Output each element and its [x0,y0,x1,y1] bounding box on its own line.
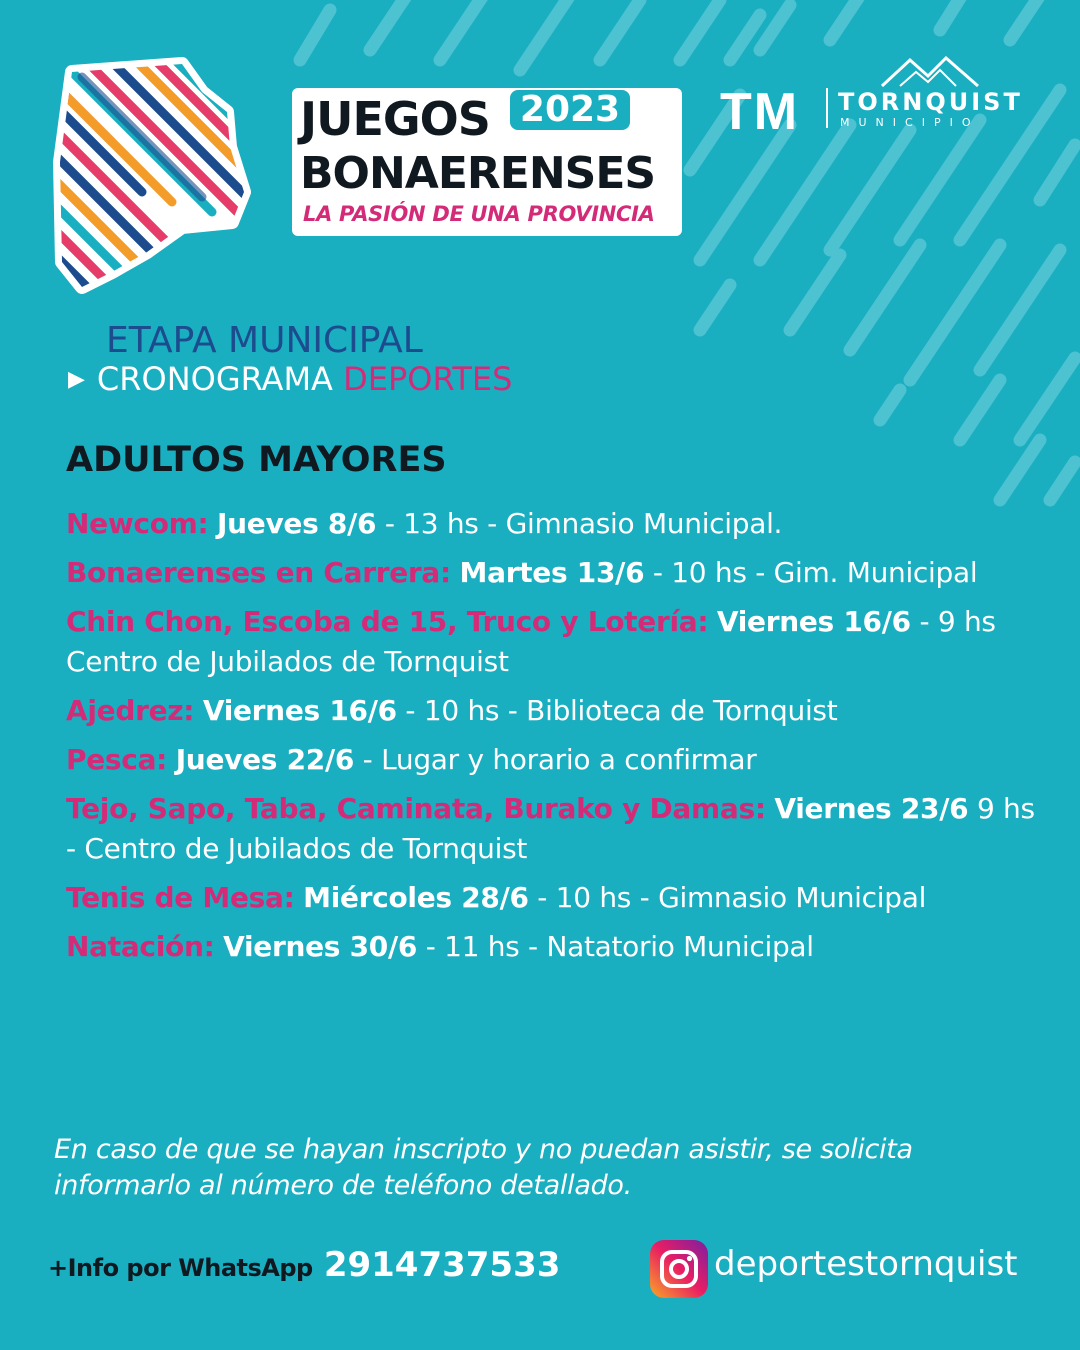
logo-bonaerenses-text: BONAERENSES [300,148,656,199]
activity-day: Viernes 16/6 [202,694,397,727]
schedule-item [66,602,1046,682]
schedule-highlight: DEPORTES [343,360,513,398]
activity-details: - 11 hs - Natatorio Municipal [417,930,814,963]
schedule-item [66,691,1046,731]
activity-day: Viernes 23/6 [774,792,969,825]
schedule-item [66,878,1046,918]
instagram-icon[interactable] [650,1240,708,1298]
activity-name: Pesca: [66,743,168,776]
activity-day: Jueves 22/6 [175,743,355,776]
activity-day: Jueves 8/6 [217,507,377,540]
activity-name: Bonaerenses en Carrera: [66,556,451,589]
whatsapp-contact [48,1245,560,1285]
logo-tagline: LA PASIÓN DE UNA PROVINCIA [303,202,655,226]
attendance-note: En caso de que se hayan inscripto y no puedan asistir, se solicita informarlo al número de teléfono detallado. [54,1134,913,1201]
municipio-subtitle: MUNICIPIO [840,116,980,129]
activity-day: Martes 13/6 [459,556,645,589]
schedule-item [66,740,1046,780]
instagram-handle[interactable]: deportestornquist [714,1244,1018,1284]
activity-day: Viernes 30/6 [223,930,418,963]
logo-juegos-text: JUEGOS [300,92,490,146]
schedule-heading [68,360,512,398]
play-triangle-icon: ▶ [68,367,85,392]
activity-details: - 9 hs Centro de Jubilados de Tornquist [66,605,996,678]
municipio-monogram: TM [720,83,800,141]
schedule-list [66,504,1046,976]
activity-details: - Lugar y horario a confirmar [354,743,757,776]
activity-details: - 13 hs - Gimnasio Municipal. [376,507,783,540]
activity-details: 9 hs - Centro de Jubilados de Tornquist [66,792,1035,865]
schedule-item [66,504,1046,544]
schedule-item [66,789,1046,869]
activity-name: Newcom: [66,507,209,540]
activity-name: Chin Chon, Escoba de 15, Truco y Lotería: [66,605,709,638]
mountains-icon [880,56,980,90]
activity-day: Viernes 16/6 [716,605,911,638]
municipio-name: TORNQUIST [838,88,1023,116]
activity-name: Ajedrez: [66,694,195,727]
whatsapp-number[interactable]: 2914737533 [323,1245,561,1285]
activity-name: Tejo, Sapo, Taba, Caminata, Burako y Damas: [66,792,766,825]
logo-year-badge: 2023 [510,90,630,130]
schedule-label: CRONOGRAMA [96,360,333,398]
activity-details: - 10 hs - Gimnasio Municipal [528,881,927,914]
schedule-item [66,927,1046,967]
schedule-item [66,553,1046,593]
activity-day: Miércoles 28/6 [303,881,529,914]
stage-title: ETAPA MUNICIPAL [106,320,423,361]
activity-name: Tenis de Mesa: [66,881,295,914]
activity-details: - 10 hs - Gim. Municipal [644,556,978,589]
section-title: ADULTOS MAYORES [66,440,447,480]
activity-name: Natación: [66,930,215,963]
activity-details: - 10 hs - Biblioteca de Tornquist [396,694,838,727]
province-map-logo [52,52,252,302]
municipio-divider [826,88,828,128]
whatsapp-label: +Info por WhatsApp [48,1254,313,1282]
